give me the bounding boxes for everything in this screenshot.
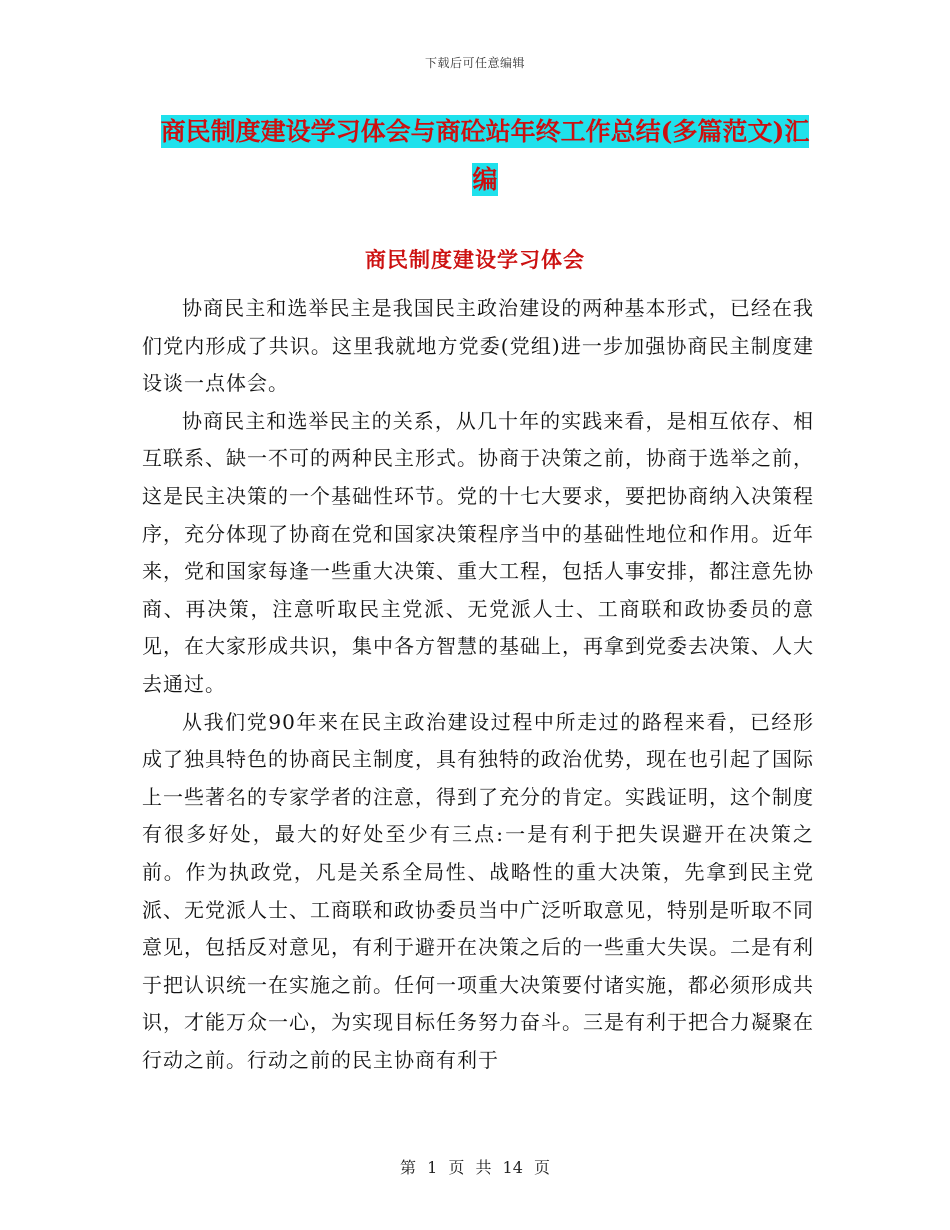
document-title bbox=[150, 108, 820, 204]
body-paragraph-2: 协商民主和选举民主的关系，从几十年的实践来看，是相互依存、相互联系、缺一不可的两种民主形式。协商于决策之前，协商于选举之前，这是民主决策的一个基础性环节。党的十七大要求，要把协商纳入决策程序，充分体现了协商在党和国家决策程序当中的基础性地位和作用。近年来，党和国家每逢一些重大决策、重大工程，包括人事安排，都注意先协商、再决策，注意听取民主党派、无党派人士、工商联和政协委员的意见，在大家形成共识，集中各方智慧的基础上，再拿到党委去决策、人大去通过。 bbox=[142, 408, 814, 696]
body-paragraph-1: 协商民主和选举民主是我国民主政治建设的两种基本形式，已经在我们党内形成了共识。这里我就地方党委(党组)进一步加强协商民主制度建设谈一点体会。 bbox=[142, 296, 814, 396]
document-title-text: 商民制度建设学习体会与商砼站年终工作总结(多篇范文)汇编 bbox=[160, 117, 810, 194]
section-title: 商民制度建设学习体会 bbox=[365, 247, 585, 272]
body-paragraph-3: 从我们党90年来在民主政治建设过程中所走过的路程来看，已经形成了独具特色的协商民主制度，具有独特的政治优势，现在也引起了国际上一些著名的专家学者的注意，得到了充分的肯定。实践证明，这个制度有很多好处，最大的好处至少有三点:一是有利于把失误避开在决策之前。作为执政党，凡是关系全局性、战略性的重大决策，先拿到民主党派、无党派人士、工商联和政协委员当中广泛听取意见，特别是听取不同意见，包括反对意见，有利于避开在决策之后的一些重大失误。二是有利于把认识统一在实施之前。任何一项重大决策要付诸实施，都必须形成共识，才能万众一心，为实现目标任务努力奋斗。三是有利于把合力凝聚在行动之前。行动之前的民主协商有利于 bbox=[142, 709, 814, 1072]
page-header-note: 下载后可任意编辑 bbox=[424, 56, 525, 70]
page-number-footer: 第 1 页 共 14 页 bbox=[400, 1158, 550, 1177]
document-body bbox=[142, 290, 814, 1079]
